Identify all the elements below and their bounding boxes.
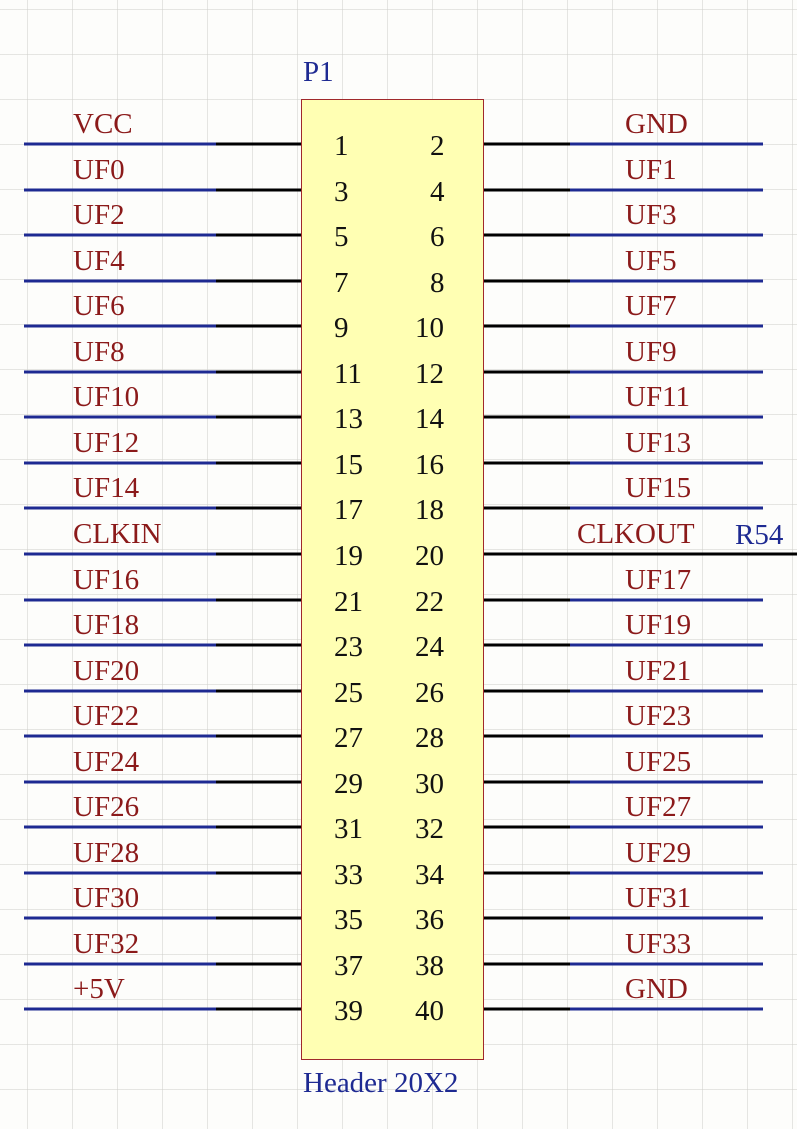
net-label-left[interactable]: UF12 <box>73 427 140 459</box>
pin-number: 16 <box>415 449 444 481</box>
pin-number: 28 <box>415 722 444 754</box>
component-comment[interactable]: Header 20X2 <box>303 1067 459 1099</box>
pin-number: 25 <box>334 677 363 709</box>
net-label-right[interactable]: UF9 <box>625 336 677 368</box>
pin-number: 12 <box>415 358 444 390</box>
pin-number: 9 <box>334 312 349 344</box>
pin-number: 23 <box>334 631 363 663</box>
pin-number: 35 <box>334 904 363 936</box>
pin-number: 33 <box>334 859 363 891</box>
pin-number: 34 <box>415 859 444 891</box>
net-label-left[interactable]: UF14 <box>73 472 140 504</box>
net-label-right[interactable]: UF13 <box>625 427 692 459</box>
net-label-right[interactable]: CLKOUT <box>577 518 695 550</box>
pin-number: 10 <box>415 312 444 344</box>
pin-number: 27 <box>334 722 363 754</box>
net-label-left[interactable]: +5V <box>73 973 125 1005</box>
net-label-right[interactable]: GND <box>625 973 688 1005</box>
net-label-right[interactable]: UF29 <box>625 837 692 869</box>
net-label-left[interactable]: UF32 <box>73 928 140 960</box>
pin-number: 19 <box>334 540 363 572</box>
net-label-right[interactable]: UF11 <box>625 381 690 413</box>
pin-number: 26 <box>415 677 444 709</box>
net-label-left[interactable]: VCC <box>73 108 133 140</box>
net-label-left[interactable]: UF30 <box>73 882 140 914</box>
pin-number: 4 <box>430 176 445 208</box>
net-label-right[interactable]: UF7 <box>625 290 677 322</box>
pin-number: 7 <box>334 267 349 299</box>
pin-number: 36 <box>415 904 444 936</box>
pin-number: 30 <box>415 768 444 800</box>
pin-number: 24 <box>415 631 444 663</box>
net-label-right[interactable]: UF31 <box>625 882 692 914</box>
net-label-left[interactable]: UF6 <box>73 290 125 322</box>
pin-number: 15 <box>334 449 363 481</box>
pin-number: 3 <box>334 176 349 208</box>
pin-number: 2 <box>430 130 445 162</box>
adjacent-part-designator[interactable]: R54 <box>735 519 784 551</box>
net-label-right[interactable]: UF5 <box>625 245 677 277</box>
net-label-left[interactable]: UF4 <box>73 245 125 277</box>
net-label-left[interactable]: UF8 <box>73 336 125 368</box>
net-label-right[interactable]: UF25 <box>625 746 692 778</box>
pin-number: 20 <box>415 540 444 572</box>
pin-number: 17 <box>334 494 363 526</box>
pin-number: 18 <box>415 494 444 526</box>
net-label-left[interactable]: UF22 <box>73 700 140 732</box>
header-component-body[interactable] <box>301 99 484 1060</box>
net-label-right[interactable]: UF17 <box>625 564 692 596</box>
pin-number: 31 <box>334 813 363 845</box>
net-label-left[interactable]: UF16 <box>73 564 140 596</box>
net-label-left[interactable]: UF26 <box>73 791 140 823</box>
net-label-left[interactable]: UF20 <box>73 655 140 687</box>
net-label-right[interactable]: GND <box>625 108 688 140</box>
pin-number: 13 <box>334 403 363 435</box>
component-designator[interactable]: P1 <box>303 56 334 88</box>
pin-number: 37 <box>334 950 363 982</box>
net-label-left[interactable]: CLKIN <box>73 518 162 550</box>
pin-number: 22 <box>415 586 444 618</box>
pin-number: 21 <box>334 586 363 618</box>
pin-number: 29 <box>334 768 363 800</box>
pin-number: 1 <box>334 130 349 162</box>
net-label-right[interactable]: UF23 <box>625 700 692 732</box>
pin-number: 38 <box>415 950 444 982</box>
net-label-left[interactable]: UF18 <box>73 609 140 641</box>
pin-number: 6 <box>430 221 445 253</box>
net-label-right[interactable]: UF21 <box>625 655 692 687</box>
net-label-right[interactable]: UF19 <box>625 609 692 641</box>
net-label-left[interactable]: UF24 <box>73 746 140 778</box>
net-label-left[interactable]: UF28 <box>73 837 140 869</box>
pin-number: 40 <box>415 995 444 1027</box>
net-label-right[interactable]: UF33 <box>625 928 692 960</box>
pin-number: 8 <box>430 267 445 299</box>
net-label-right[interactable]: UF15 <box>625 472 692 504</box>
net-label-left[interactable]: UF0 <box>73 154 125 186</box>
pin-number: 5 <box>334 221 349 253</box>
pin-number: 14 <box>415 403 444 435</box>
pin-number: 39 <box>334 995 363 1027</box>
net-label-left[interactable]: UF10 <box>73 381 140 413</box>
net-label-right[interactable]: UF1 <box>625 154 677 186</box>
net-label-right[interactable]: UF27 <box>625 791 692 823</box>
net-label-left[interactable]: UF2 <box>73 199 125 231</box>
pin-number: 11 <box>334 358 362 390</box>
net-label-right[interactable]: UF3 <box>625 199 677 231</box>
pin-number: 32 <box>415 813 444 845</box>
